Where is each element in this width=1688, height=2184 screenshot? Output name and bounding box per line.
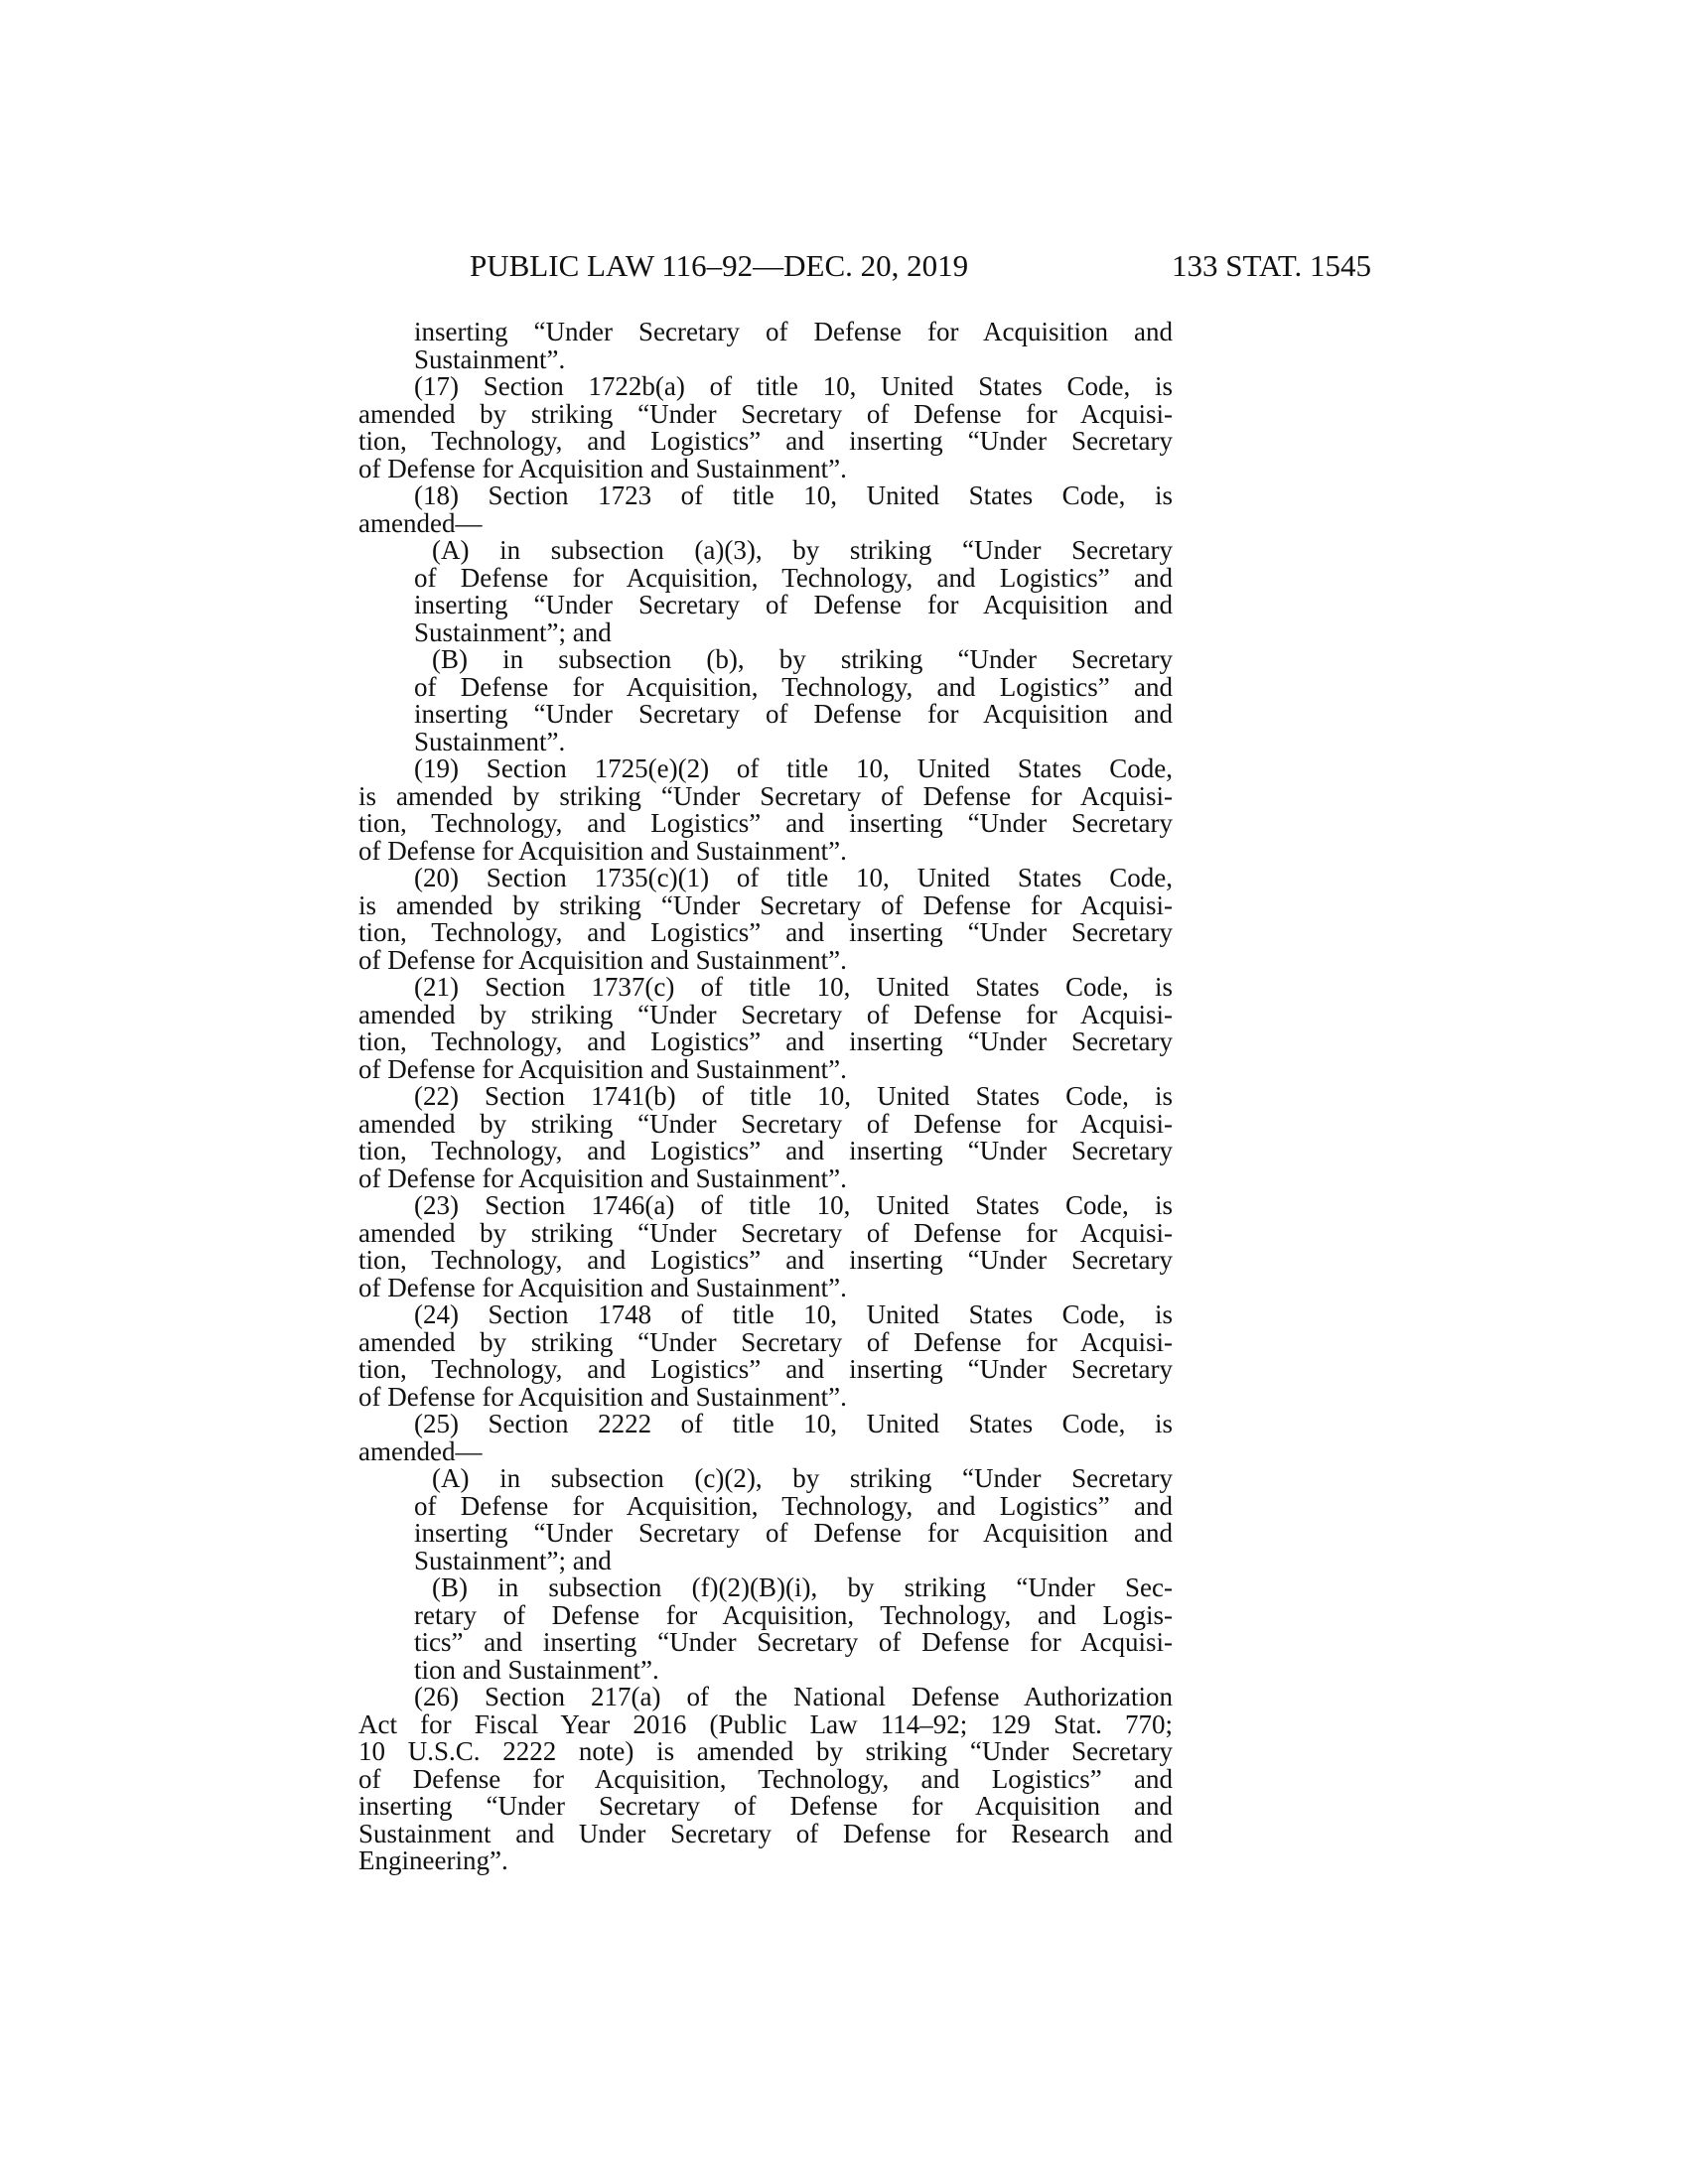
paragraph: [358, 482, 1173, 537]
paragraph: [358, 755, 1173, 865]
text-line: of Defense for Acquisition, Technology, and Logistics” and: [358, 1763, 1173, 1794]
paragraph: [358, 319, 1173, 373]
text-line: amended—: [358, 1435, 483, 1466]
document-body: [358, 319, 1173, 1875]
text-line: amended by striking “Under Secretary of Defense for Acquisi-: [358, 398, 1173, 429]
text-line: amended by striking “Under Secretary of Defense for Acquisi-: [358, 1108, 1173, 1139]
text-line: tion, Technology, and Logistics” and inserting “Under Secretary: [358, 1136, 1173, 1165]
paragraph: [358, 1192, 1173, 1301]
text-line: tion, Technology, and Logistics” and inserting “Under Secretary: [358, 1245, 1173, 1275]
paragraph: [358, 1411, 1173, 1465]
paragraph: [358, 1083, 1173, 1192]
text-line: (21) Section 1737(c) of title 10, United States Code, is: [414, 972, 1173, 1002]
text-line: tion, Technology, and Logistics” and inserting “Under Secretary: [358, 917, 1173, 947]
text-line: amended by striking “Under Secretary of Defense for Acquisi-: [358, 1217, 1173, 1248]
text-line: Act for Fiscal Year 2016 (Public Law 114–92; 129 Stat. 770;: [358, 1708, 1173, 1739]
text-line: amended by striking “Under Secretary of Defense for Acquisi-: [358, 1326, 1173, 1357]
text-line: tion, Technology, and Logistics” and inserting “Under Secretary: [358, 1354, 1173, 1384]
text-line: retary of Defense for Acquisition, Technology, and Logis-: [414, 1599, 1173, 1630]
text-line: (25) Section 2222 of title 10, United States Code, is: [414, 1409, 1173, 1438]
text-line: Sustainment”.: [414, 343, 566, 374]
text-line: tion, Technology, and Logistics” and inserting “Under Secretary: [358, 426, 1173, 456]
subparagraph: [358, 537, 1173, 646]
text-line: inserting “Under Secretary of Defense for Acquisition and: [414, 1518, 1173, 1548]
text-line: tion, Technology, and Logistics” and inserting “Under Secretary: [358, 1026, 1173, 1056]
text-line: Sustainment”; and: [414, 1545, 612, 1575]
text-line: 10 U.S.C. 2222 note) is amended by striking “Under Secretary: [358, 1736, 1173, 1766]
text-line: (B) in subsection (b), by striking “Under Secretary: [432, 644, 1173, 674]
text-line: of Defense for Acquisition and Sustainment”.: [358, 944, 847, 975]
paragraph: [358, 974, 1173, 1083]
text-line: (A) in subsection (a)(3), by striking “Under Secretary: [432, 535, 1173, 565]
text-line: (19) Section 1725(e)(2) of title 10, United States Code,: [414, 753, 1173, 783]
text-line: of Defense for Acquisition and Sustainment”.: [358, 1162, 847, 1193]
subparagraph: [358, 1574, 1173, 1684]
paragraph: [358, 1301, 1173, 1411]
text-line: of Defense for Acquisition and Sustainment”.: [358, 453, 847, 483]
paragraph: [358, 373, 1173, 482]
text-line: tion, Technology, and Logistics” and inserting “Under Secretary: [358, 808, 1173, 838]
text-line: (20) Section 1735(c)(1) of title 10, United States Code,: [414, 863, 1173, 892]
page-number: 133 STAT. 1545: [1171, 248, 1371, 283]
text-line: amended—: [358, 507, 483, 538]
running-header-title: PUBLIC LAW 116–92—DEC. 20, 2019: [470, 248, 969, 283]
text-line: of Defense for Acquisition and Sustainment”.: [358, 1381, 847, 1412]
text-line: (B) in subsection (f)(2)(B)(i), by striking “Under Sec-: [432, 1572, 1173, 1602]
paragraph: [358, 865, 1173, 974]
text-line: is amended by striking “Under Secretary of Defense for Acquisi-: [358, 889, 1173, 920]
text-line: Engineering”.: [358, 1845, 508, 1875]
text-line: Sustainment”; and: [414, 616, 612, 647]
text-line: of Defense for Acquisition and Sustainment”.: [358, 1053, 847, 1084]
text-line: (22) Section 1741(b) of title 10, United States Code, is: [414, 1081, 1173, 1111]
paragraph: [358, 1684, 1173, 1875]
text-line: of Defense for Acquisition, Technology, and Logistics” and: [414, 1490, 1173, 1521]
text-line: (23) Section 1746(a) of title 10, United States Code, is: [414, 1190, 1173, 1220]
text-line: (18) Section 1723 of title 10, United States Code, is: [414, 480, 1173, 510]
text-line: inserting “Under Secretary of Defense for Acquisition and: [414, 590, 1173, 619]
text-line: (24) Section 1748 of title 10, United States Code, is: [414, 1299, 1173, 1329]
text-line: is amended by striking “Under Secretary of Defense for Acquisi-: [358, 780, 1173, 811]
text-line: tion and Sustainment”.: [414, 1654, 659, 1685]
text-line: of Defense for Acquisition and Sustainment”.: [358, 1272, 847, 1302]
text-line: of Defense for Acquisition, Technology, and Logistics” and: [414, 562, 1173, 593]
text-line: of Defense for Acquisition, Technology, and Logistics” and: [414, 671, 1173, 702]
text-line: tics” and inserting “Under Secretary of Defense for Acquisi-: [414, 1627, 1173, 1657]
text-line: inserting “Under Secretary of Defense for Acquisition and: [414, 699, 1173, 729]
text-line: (26) Section 217(a) of the National Defense Authorization: [414, 1682, 1173, 1711]
text-line: of Defense for Acquisition and Sustainment”.: [358, 835, 847, 866]
text-line: Sustainment”.: [414, 726, 566, 756]
text-line: (A) in subsection (c)(2), by striking “Under Secretary: [432, 1463, 1173, 1493]
subparagraph: [358, 646, 1173, 755]
subparagraph: [358, 1465, 1173, 1574]
text-line: inserting “Under Secretary of Defense for Acquisition and: [358, 1791, 1173, 1821]
text-line: amended by striking “Under Secretary of Defense for Acquisi-: [358, 999, 1173, 1029]
text-line: (17) Section 1722b(a) of title 10, United States Code, is: [414, 371, 1173, 401]
text-line: Sustainment and Under Secretary of Defense for Research and: [358, 1818, 1173, 1848]
text-line: inserting “Under Secretary of Defense for Acquisition and: [414, 317, 1173, 346]
